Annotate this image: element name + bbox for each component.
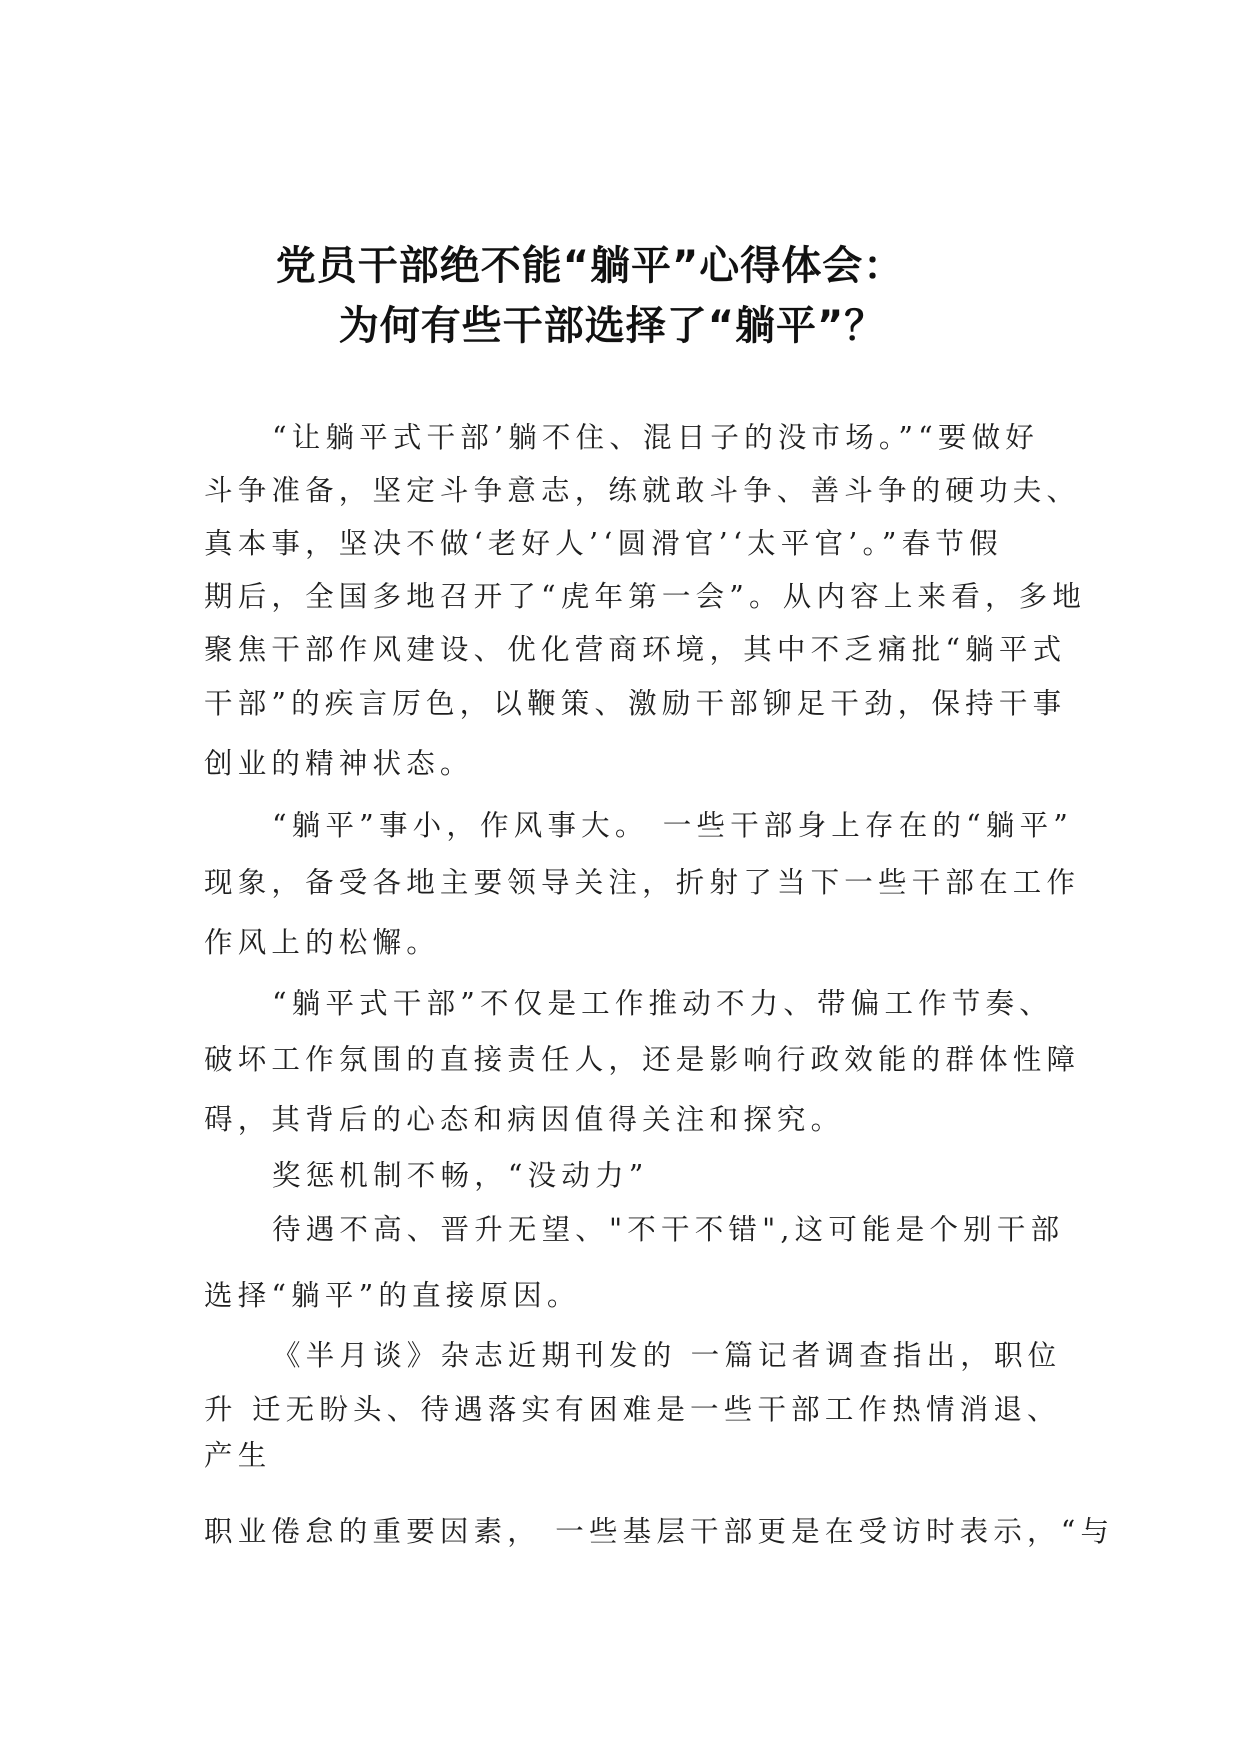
body-line: 作风上的松懈。 [204,926,440,959]
body-line: 选择“躺平”的直接原因。 [204,1279,581,1312]
body-line: 创业的精神状态。 [204,747,474,780]
body-line: 《半月谈》杂志近期刊发的 一篇记者调查指出，职位 [272,1339,1062,1372]
body-line: 职业倦怠的重要因素， 一些基层干部更是在受访时表示，“与 [204,1515,1115,1548]
section-heading: 奖惩机制不畅，“没动力” [272,1159,649,1192]
body-line: 真本事，坚决不做‘老好人’‘圆滑官’‘太平官’。”春节假 [204,527,1003,560]
body-line: 待遇不高、晋升无望、"不干不错",这可能是个别干部 [272,1213,1065,1246]
body-line: 碍，其背后的心态和病因值得关注和探究。 [204,1103,845,1136]
body-line: 产生 [204,1439,272,1472]
body-line: “躺平”事小，作风事大。 一些干部身上存在的“躺平” [272,809,1074,842]
body-line: 破坏工作氛围的直接责任人，还是影响行政效能的群体性障 [204,1043,1081,1076]
document-title-line-1: 党员干部绝不能“躺平”心得体会： [275,243,905,289]
body-line: 现象，备受各地主要领导关注，折射了当下一些干部在工作 [204,866,1081,899]
body-line: 聚焦干部作风建设、优化营商环境，其中不乏痛批“躺平式 [204,633,1067,666]
body-line: “躺平式干部”不仅是工作推动不力、带偏工作节奏、 [272,987,1053,1020]
body-line: 斗争准备，坚定斗争意志，练就敢斗争、善斗争的硬功夫、 [204,474,1081,507]
body-line: 升 迁无盼头、待遇落实有困难是一些干部工作热情消退、 [204,1393,1061,1426]
body-line: 干部”的疾言厉色，以鞭策、激励干部铆足干劲，保持干事 [204,687,1067,720]
body-line: “让躺平式干部’躺不住、混日子的没市场。”“要做好 [272,421,1040,454]
document-title-line-2: 为何有些干部选择了“躺平”？ [338,303,886,349]
body-line: 期后，全国多地召开了“虎年第一会”。从内容上来看，多地 [204,580,1087,613]
